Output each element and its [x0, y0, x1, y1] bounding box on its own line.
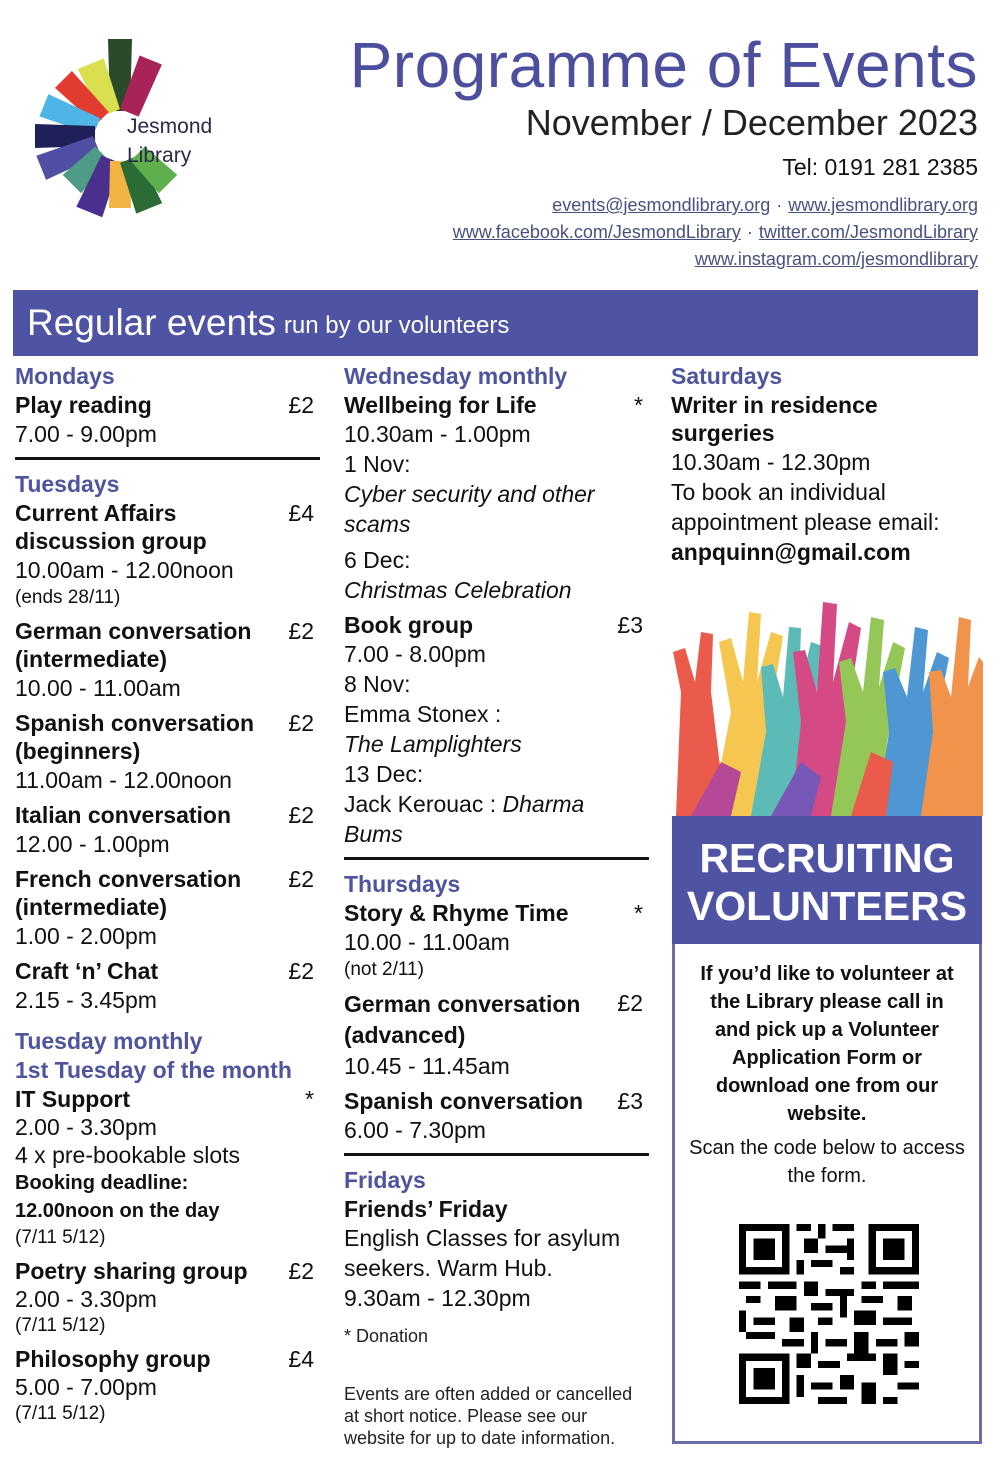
divider: [344, 1153, 649, 1156]
event-item: [15, 709, 320, 795]
event-item: [344, 611, 649, 849]
banner-subtitle: run by our volunteers: [283, 312, 510, 339]
page-subtitle: November / December 2023: [525, 102, 978, 143]
event-name: Craft ‘n’ Chat: [15, 958, 159, 984]
event-description: seekers. Warm Hub.: [344, 1255, 553, 1281]
event-dates: (7/11 5/12): [15, 1403, 106, 1424]
day-heading-saturdays: Saturdays: [671, 363, 783, 389]
event-note: (not 2/11): [344, 959, 424, 980]
event-item: [15, 957, 320, 1015]
facebook-link[interactable]: www.facebook.com/JesmondLibrary: [452, 222, 741, 242]
event-price: £2: [617, 990, 643, 1016]
contact-links: [453, 192, 978, 273]
event-booking-info: To book an individual: [671, 479, 886, 505]
event-item: [344, 899, 649, 983]
event-time: 10.00 - 11.00am: [15, 675, 181, 701]
separator: ·: [746, 222, 753, 242]
event-note: (ends 28/11): [15, 587, 121, 608]
raised-hands-icon: [671, 572, 983, 816]
event-name: Italian conversation: [15, 802, 232, 828]
event-price: £2: [288, 618, 314, 644]
qr-code-icon[interactable]: [739, 1224, 919, 1404]
event-price: *: [634, 392, 643, 418]
event-price: £3: [617, 612, 643, 638]
event-time: 10.00 - 11.00am: [344, 929, 510, 955]
event-price: *: [634, 900, 643, 926]
day-heading-tuesday-monthly: Tuesday monthly: [15, 1028, 203, 1054]
event-item: [344, 989, 649, 1081]
event-time: 9.30am - 12.30pm: [344, 1285, 531, 1311]
column-middle: [344, 362, 649, 1449]
event-price: £2: [288, 1258, 314, 1284]
event-name: Friends’ Friday: [344, 1196, 508, 1222]
event-price: £2: [288, 802, 314, 828]
event-item: [344, 1087, 649, 1145]
event-item: [15, 391, 320, 449]
event-date: 1 Nov:: [344, 451, 411, 477]
logo-text-line1: Jesmond: [127, 115, 213, 138]
instagram-link[interactable]: www.instagram.com/jesmondlibrary: [694, 249, 978, 269]
event-name: German conversation (advanced): [344, 991, 581, 1048]
recruit-info-box: [672, 944, 982, 1444]
event-name: Philosophy group: [15, 1346, 211, 1372]
event-item: [15, 801, 320, 859]
page-title: Programme of Events: [349, 29, 978, 101]
event-author: Emma Stonex :: [344, 701, 502, 727]
event-time: 7.00 - 9.00pm: [15, 421, 157, 447]
event-topic: Christmas Celebration: [344, 577, 572, 603]
recruit-body: If you’d like to volunteer at the Library please call in and pick up a Volunteer Application Form or download one from our website.: [700, 963, 954, 1125]
event-price: £4: [288, 1346, 314, 1372]
day-heading-tuesdays: Tuesdays: [15, 471, 120, 497]
event-item: [15, 617, 320, 703]
event-time: 10.30am - 12.30pm: [671, 449, 871, 475]
event-item: [15, 1085, 320, 1251]
event-author: Jack Kerouac :: [344, 791, 497, 817]
day-heading-wednesday-monthly: Wednesday monthly: [344, 363, 568, 389]
separator: ·: [776, 195, 783, 215]
telephone: Tel: 0191 281 2385: [782, 154, 978, 180]
event-time: 2.00 - 3.30pm: [15, 1286, 157, 1312]
day-heading-fridays: Fridays: [344, 1167, 426, 1193]
event-price: £2: [288, 710, 314, 736]
event-name: Play reading: [15, 392, 152, 418]
logo-text-line2: Library: [127, 144, 192, 167]
divider: [344, 857, 649, 860]
twitter-link[interactable]: twitter.com/JesmondLibrary: [758, 222, 978, 242]
event-price: £4: [288, 500, 314, 526]
column-left: [15, 362, 320, 1433]
event-name: French conversation (intermediate): [15, 866, 242, 920]
section-banner: [13, 290, 978, 356]
donation-note: * Donation: [344, 1326, 429, 1346]
event-date: 6 Dec:: [344, 547, 411, 573]
event-name: Poetry sharing group: [15, 1258, 248, 1284]
day-heading-thursdays: Thursdays: [344, 871, 461, 897]
event-time: 5.00 - 7.00pm: [15, 1374, 157, 1400]
event-name: Spanish conversation (beginners): [15, 710, 255, 764]
event-name: Writer in residence surgeries: [671, 392, 878, 446]
recruit-title-line2: VOLUNTEERS: [686, 883, 968, 929]
recruit-title-line1: RECRUITING: [699, 835, 955, 881]
event-time: 7.00 - 8.00pm: [344, 641, 486, 667]
event-item: [15, 499, 320, 611]
event-name: German conversation (intermediate): [15, 618, 252, 672]
event-time: 12.00 - 1.00pm: [15, 831, 170, 857]
event-price: £2: [288, 392, 314, 418]
event-item: [671, 391, 978, 567]
event-time: 11.00am - 12.00noon: [15, 767, 232, 793]
event-time: 10.30am - 1.00pm: [344, 421, 531, 447]
event-item: [15, 1345, 320, 1427]
event-deadline: Booking deadline:: [15, 1172, 189, 1194]
event-item: [15, 1257, 320, 1339]
event-time: 10.45 - 11.45am: [344, 1053, 510, 1079]
event-description: English Classes for asylum: [344, 1225, 621, 1251]
event-name: Wellbeing for Life: [344, 392, 537, 418]
recruit-scan-instruction: Scan the code below to access the form.: [689, 1137, 965, 1187]
event-name: Current Affairs discussion group: [15, 500, 207, 554]
event-name: Story & Rhyme Time: [344, 900, 569, 926]
divider: [15, 457, 320, 460]
event-deadline: 12.00noon on the day: [15, 1200, 220, 1222]
event-name: Book group: [344, 612, 474, 638]
website-link[interactable]: www.jesmondlibrary.org: [788, 195, 978, 215]
event-item: [15, 865, 320, 951]
event-author-book: [344, 789, 649, 849]
booking-email[interactable]: anpquinn@gmail.com: [671, 539, 911, 565]
event-item: [344, 1195, 649, 1313]
event-book: Dharma Bums: [344, 791, 585, 847]
event-price: £2: [288, 866, 314, 892]
event-price: £2: [288, 958, 314, 984]
day-heading-mondays: Mondays: [15, 363, 115, 389]
event-book: The Lamplighters: [344, 731, 522, 757]
event-time: 6.00 - 7.30pm: [344, 1117, 486, 1143]
logo-text: [127, 112, 212, 170]
event-price: £3: [617, 1088, 643, 1114]
event-time: 1.00 - 2.00pm: [15, 923, 157, 949]
event-name: Spanish conversation: [344, 1088, 584, 1114]
event-booking-info: appointment please email:: [671, 509, 940, 535]
event-dates: (7/11 5/12): [15, 1227, 106, 1248]
event-item: [344, 391, 649, 605]
event-date: 13 Dec:: [344, 761, 424, 787]
event-time: 2.15 - 3.45pm: [15, 987, 157, 1013]
recruiting-volunteers-banner: [672, 816, 982, 944]
footer-note: Events are often added or cancelled at short notice. Please see our website for up to date information.: [344, 1384, 633, 1448]
column-right: [671, 362, 978, 573]
day-subheading: 1st Tuesday of the month: [15, 1057, 292, 1083]
event-time: 10.00am - 12.00noon: [15, 557, 234, 583]
banner-title: Regular events: [27, 302, 276, 343]
raised-hands-image: [671, 572, 983, 816]
event-topic: Cyber security and other scams: [344, 481, 595, 537]
event-date: 8 Nov:: [344, 671, 411, 697]
event-extra: 4 x pre-bookable slots: [15, 1142, 241, 1168]
email-link[interactable]: events@jesmondlibrary.org: [552, 195, 771, 215]
event-name: IT Support: [15, 1086, 130, 1112]
event-price: *: [305, 1086, 314, 1112]
event-time: 2.00 - 3.30pm: [15, 1114, 157, 1140]
event-dates: (7/11 5/12): [15, 1315, 106, 1336]
